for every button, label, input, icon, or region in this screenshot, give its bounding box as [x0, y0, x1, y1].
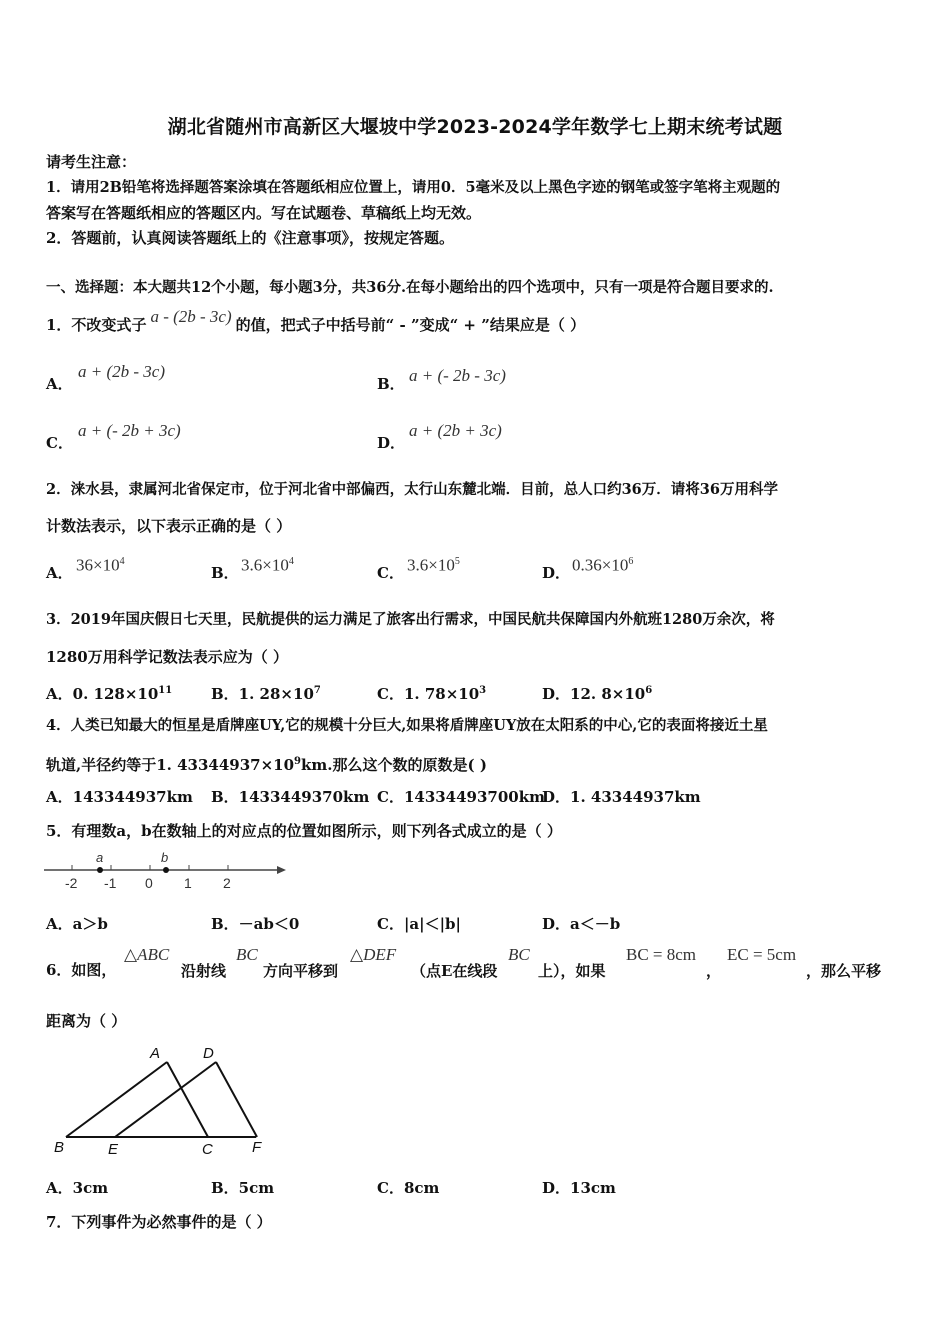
- tick-label-2: 2: [223, 875, 231, 891]
- q1-option-c: [46, 421, 181, 453]
- q3-option-b: B．1. $28\times 10^7$: [211, 685, 321, 703]
- q4-option-c: C．14334493700km: [377, 788, 546, 806]
- question-3-line-1: 3．2019年国庆假日七天里，民航提供的运力满足了旅客出行需求，中国民航共保障国内外航班1280万余次，将: [46, 611, 775, 628]
- q2-b-label: B．: [211, 564, 239, 582]
- q6-math-bc-length: BC = 8cm: [626, 945, 697, 964]
- question-3-line-2: 1280万用科学记数法表示应为（ ）: [46, 648, 288, 666]
- q4-option-a: A．143344937km: [46, 788, 193, 806]
- q1-option-b: [377, 366, 506, 394]
- question-1: [46, 307, 586, 335]
- vertex-label-f: F: [252, 1139, 262, 1156]
- q1-option-a: [46, 362, 166, 394]
- vertex-label-e: E: [108, 1141, 119, 1158]
- question-2-line-2: 计数法表示，以下表示正确的是（ ）: [46, 517, 292, 535]
- section-1-heading: 一、选择题：本大题共12个小题，每小题3分，共36分.在每小题给出的四个选项中，只有一项是符合题目要求的.: [46, 279, 774, 296]
- q1-suffix: 的值，把式子中括号前“ - ”变成“ + ”结果应是（ ）: [235, 316, 586, 334]
- question-6-line-2: 距离为（ ）: [46, 1012, 127, 1030]
- tick-label-1: 1: [184, 875, 192, 891]
- q6-option-a: A．3cm: [46, 1179, 109, 1197]
- vertex-label-a: A: [150, 1045, 161, 1062]
- q5-option-a: A．a＞b: [46, 915, 108, 933]
- q2-option-b: [211, 555, 294, 583]
- q6-math-bc-1: BC: [236, 945, 258, 964]
- q6-text-5: 上），如果: [538, 962, 606, 980]
- q1-b-value: a + (- 2b - 3c): [409, 366, 506, 385]
- q6-text-6: ，: [706, 962, 722, 980]
- question-5: 5．有理数a，b在数轴上的对应点的位置如图所示，则下列各式成立的是（ ）: [46, 822, 562, 840]
- q6-option-c: C．8cm: [377, 1179, 440, 1197]
- number-line-figure: [40, 848, 290, 894]
- q2-option-a: [46, 555, 125, 583]
- q2-c-label: C．: [377, 564, 404, 582]
- q4-option-d: D．1. 43344937km: [542, 788, 701, 806]
- notice-line-1: 1．请用2B铅笔将选择题答案涂填在答题纸相应位置上，请用0．5毫米及以上黑色字迹的钢笔或签字笔将主观题的: [46, 179, 781, 196]
- tick-label-0: 0: [145, 875, 153, 891]
- notice-heading: 请考生注意：: [46, 153, 137, 171]
- q2-a-value: $36\times 10^4$: [76, 555, 125, 575]
- q2-c-value: $3.6\times 10^5$: [407, 555, 460, 575]
- question-4-line-1: 4．人类已知最大的恒星是盾牌座UY,它的规模十分巨大,如果将盾牌座UY放在太阳系的中心,它的表面将接近土星: [46, 717, 768, 734]
- q6-math-ec-length: EC = 5cm: [727, 945, 797, 964]
- vertex-label-c: C: [202, 1141, 213, 1158]
- q5-option-c: C．|a|＜|b|: [377, 915, 461, 933]
- q2-b-value: $3.6\times 10^4$: [241, 555, 294, 575]
- point-b: [163, 867, 169, 873]
- question-4-line-2: 轨道,半径约等于1. $43344937\times 10^9km$.那么这个数的原数是( ): [46, 756, 487, 774]
- q6-option-d: D．13cm: [542, 1179, 616, 1197]
- q6-text-4: （点E在线段: [411, 962, 498, 980]
- label-b: b: [161, 850, 169, 865]
- q1-c-value: a + (- 2b + 3c): [78, 421, 181, 440]
- q1-expression: a - (2b - 3c): [150, 307, 232, 326]
- question-6-line-1: 6．如图，: [46, 961, 117, 979]
- q2-d-value: $0.36\times 10^6$: [572, 555, 634, 575]
- q2-option-c: [377, 555, 460, 583]
- notice-line-3: 2．答题前，认真阅读答题纸上的《注意事项》，按规定答题。: [46, 229, 454, 247]
- q6-option-b: B．5cm: [211, 1179, 275, 1197]
- q1-b-label: B．: [377, 375, 405, 393]
- notice-line-2: 答案写在答题纸相应的答题区内。写在试题卷、草稿纸上均无效。: [46, 204, 482, 222]
- translation-triangle-figure: [46, 1042, 276, 1162]
- page-title: 湖北省随州市高新区大堰坡中学2023-2024学年数学七上期末统考试题: [167, 116, 783, 138]
- q2-option-d: [542, 555, 634, 583]
- q6-math-triangle-abc: △ABC: [124, 945, 170, 964]
- q1-c-label: C．: [46, 434, 73, 452]
- q3-option-d: D．12. $8\times 10^6$: [542, 685, 653, 703]
- q1-prefix: 1．不改变式子: [46, 316, 147, 334]
- point-a: [97, 867, 103, 873]
- tick-label-minus-1: -1: [104, 875, 117, 891]
- question-2-line-1: 2．涞水县，隶属河北省保定市，位于河北省中部偏西，太行山东麓北端．目前，总人口约36万．请将36万用科学: [46, 481, 778, 498]
- vertex-label-b: B: [54, 1139, 65, 1156]
- q1-d-value: a + (2b + 3c): [409, 421, 502, 440]
- q5-option-d: D．a＜－b: [542, 915, 621, 933]
- line-ba: [66, 1062, 167, 1137]
- q4-option-b: B．1433449370km: [211, 788, 370, 806]
- q2-d-label: D．: [542, 564, 571, 582]
- q5-option-b: B．－ab＜0: [211, 915, 300, 933]
- label-a: a: [96, 850, 104, 865]
- q1-a-label: A．: [46, 375, 73, 393]
- line-df: [216, 1062, 257, 1137]
- q6-text-3: 方向平移到: [263, 962, 339, 980]
- q6-text-2: 沿射线: [181, 962, 227, 980]
- q3-option-c: C．1. $78\times 10^3$: [377, 685, 487, 703]
- q6-math-triangle-def: △DEF: [350, 945, 397, 964]
- q6-math-bc-2: BC: [508, 945, 530, 964]
- q1-option-d: [377, 421, 502, 453]
- number-line-arrow-icon: [277, 866, 286, 874]
- vertex-label-d: D: [203, 1045, 214, 1062]
- q6-text-7: ，那么平移: [806, 962, 882, 980]
- q1-a-value: a + (2b - 3c): [78, 362, 166, 381]
- q3-option-a: A．0. $128\times 10^{11}$: [46, 685, 173, 703]
- q1-d-label: D．: [377, 434, 406, 452]
- question-7: 7．下列事件为必然事件的是（ ）: [46, 1213, 272, 1231]
- tick-label-minus-2: -2: [65, 875, 78, 891]
- q2-a-label: A．: [46, 564, 73, 582]
